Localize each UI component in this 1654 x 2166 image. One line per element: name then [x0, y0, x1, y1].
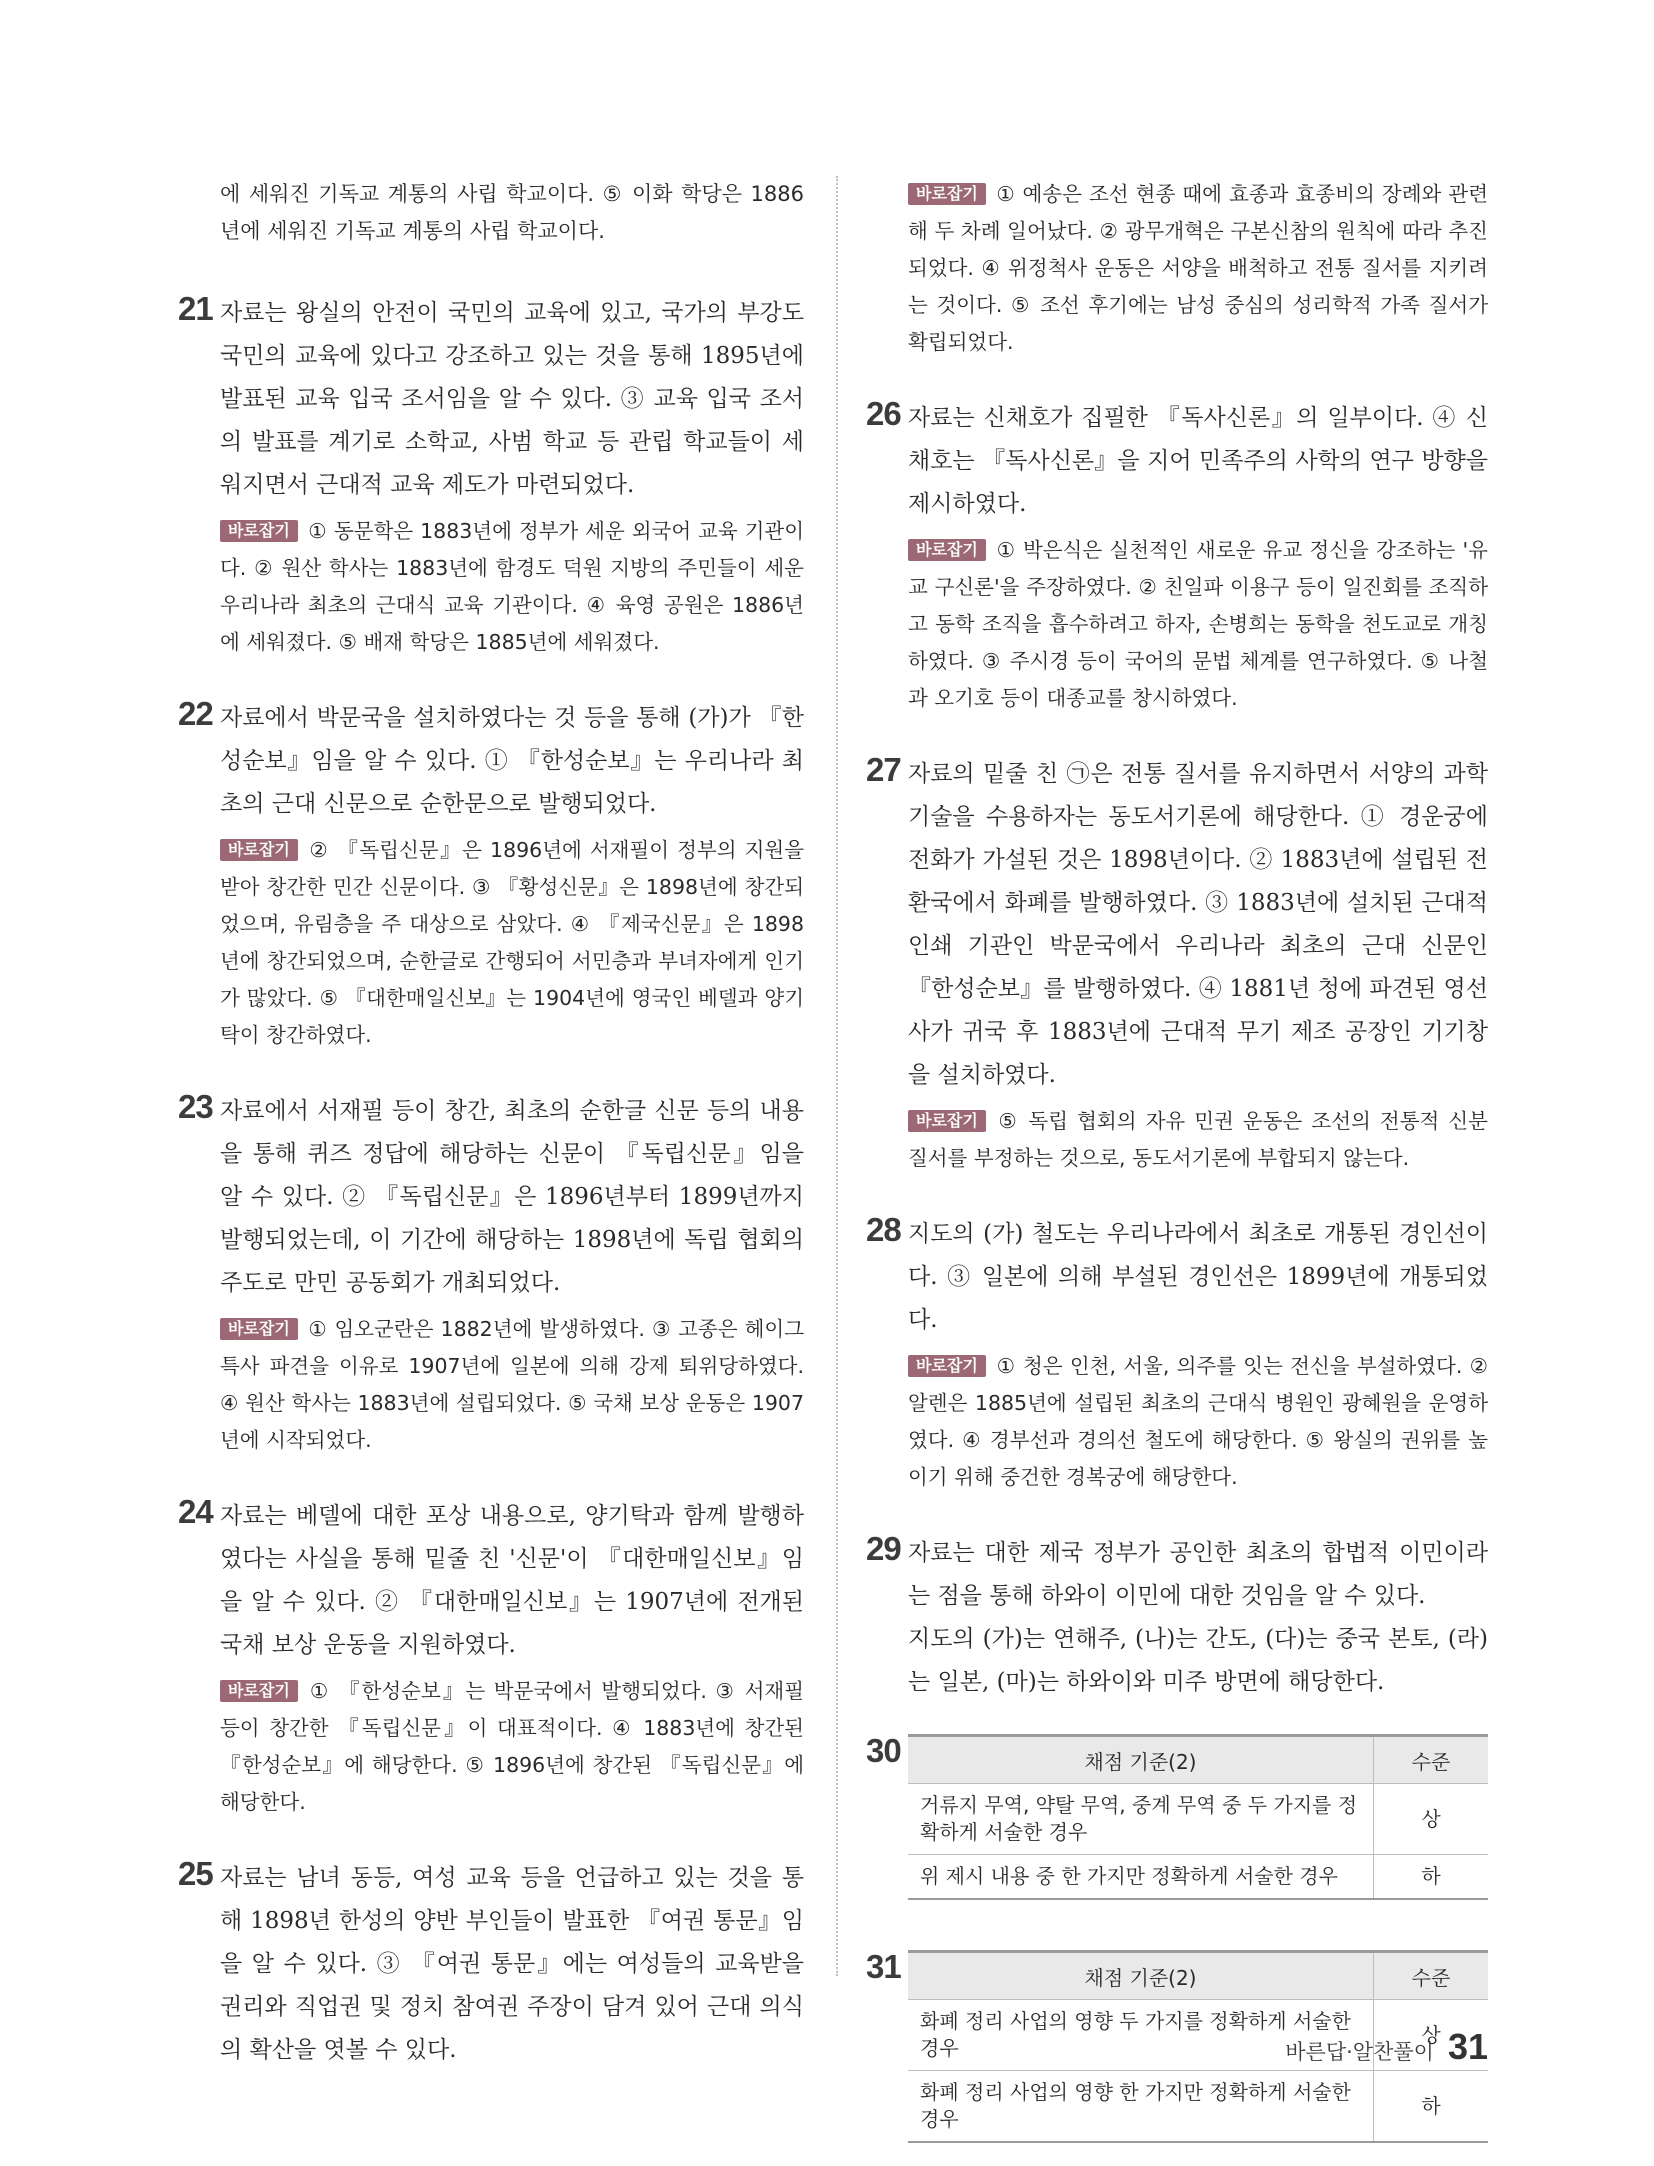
- question-22: [178, 695, 804, 1054]
- level-cell: 상: [1374, 1784, 1489, 1855]
- page-footer: [1285, 2026, 1488, 2068]
- level-cell: 하: [1374, 2071, 1489, 2143]
- question-number: 31: [866, 1948, 901, 1985]
- table-row: [908, 1855, 1488, 1900]
- question-23: [178, 1088, 804, 1459]
- left-column: [178, 176, 804, 2072]
- question-number: 27: [866, 751, 901, 788]
- correction-text: ① 청은 인천, 서울, 의주를 잇는 전신을 부설하였다. ② 알렌은 1885년에 설립된 최초의 근대식 병원인 광혜원을 운영하였다. ④ 경부선과 경의선 철도에 해당한다. ⑤ 왕실의 권위를 높이기 위해 중건한 경복궁에 해당한다.: [908, 1354, 1488, 1489]
- correction-text: ① 동문학은 1883년에 정부가 세운 외국어 교육 기관이다. ② 원산 학사는 1883년에 함경도 덕원 지방의 주민들이 세운 우리나라 최초의 근대식 교육 기관이다. ④ 육영 공원은 1886년에 세워졌다. ⑤ 배재 학당은 1885년에 세워졌다.: [220, 519, 804, 654]
- correction: [220, 1311, 804, 1459]
- right-continuation: [908, 176, 1488, 361]
- right-column: [866, 176, 1488, 2143]
- correction-text: ① 박은식은 실천적인 새로운 유교 정신을 강조하는 '유교 구신론'을 주장하였다. ② 친일파 이용구 등이 일진회를 조직하고 동학 조직을 흡수하려고 하자, 손병희는 동학을 천도교로 개칭하였다. ③ 주시경 등이 국어의 문법 체계를 연구하였다. ⑤ 나철과 오기호 등이 대종교를 창시하였다.: [908, 538, 1488, 710]
- table-row: [908, 2071, 1488, 2143]
- question-25: [178, 1855, 804, 2072]
- correction-text: ① 예송은 조선 현종 때에 효종과 효종비의 장례와 관련해 두 차례 일어났다. ② 광무개혁은 구본신참의 원칙에 따라 추진되었다. ④ 위정척사 운동은 서양을 배척하고 전통 질서를 지키려는 것이다. ⑤ 조선 후기에는 남성 중심의 성리학적 가족 질서가 확립되었다.: [908, 182, 1488, 354]
- correction-tag: 바로잡기: [220, 520, 298, 542]
- answer-text: 지도의 (가) 철도는 우리나라에서 최초로 개통된 경인선이다. ③ 일본에 의해 부설된 경인선은 1899년에 개통되었다.: [908, 1221, 1488, 1333]
- correction-text: ① 『한성순보』는 박문국에서 발행되었다. ③ 서재필 등이 창간한 『독립신문』이 대표적이다. ④ 1883년에 창간된 『한성순보』에 해당한다. ⑤ 1896년에 창간된 『독립신문』에 해당한다.: [220, 1679, 804, 1814]
- answer-text: 자료에서 박문국을 설치하였다는 것 등을 통해 (가)가 『한성순보』임을 알 수 있다. ① 『한성순보』는 우리나라 최초의 근대 신문으로 순한문으로 발행되었다.: [220, 705, 804, 817]
- criteria-cell: 거류지 무역, 약탈 무역, 중계 무역 중 두 가지를 정확하게 서술한 경우: [908, 1784, 1374, 1855]
- correction-tag: 바로잡기: [908, 183, 986, 205]
- answer-text: 자료는 남녀 동등, 여성 교육 등을 언급하고 있는 것을 통해 1898년 한성의 양반 부인들이 발표한 『여권 통문』임을 알 수 있다. ③ 『여권 통문』에는 여성들의 교육받을 권리와 직업권 및 정치 참여권 주장이 담겨 있어 근대 의식의 확산을 엿볼 수 있다.: [220, 1865, 804, 2063]
- question-number: 29: [866, 1530, 901, 1567]
- criteria-header: 채점 기준(2): [908, 1736, 1374, 1784]
- question-number: 23: [178, 1088, 213, 1125]
- scoring-table: [908, 1734, 1488, 1900]
- question-number: 21: [178, 290, 213, 327]
- answer-text: 자료는 베델에 대한 포상 내용으로, 양기탁과 함께 발행하였다는 사실을 통해 밑줄 친 '신문'이 『대한매일신보』임을 알 수 있다. ② 『대한매일신보』는 1907년에 전개된 국채 보상 운동을 지원하였다.: [220, 1503, 804, 1658]
- correction-tag: 바로잡기: [908, 539, 986, 561]
- correction: [908, 1103, 1488, 1177]
- level-cell: 상: [1374, 2000, 1489, 2071]
- level-header: 수준: [1374, 1952, 1489, 2000]
- correction-text: ① 임오군란은 1882년에 발생하였다. ③ 고종은 헤이그 특사 파견을 이유로 1907년에 일본에 의해 강제 퇴위당하였다. ④ 원산 학사는 1883년에 설립되었다. ⑤ 국채 보상 운동은 1907년에 시작되었다.: [220, 1317, 804, 1452]
- question-number: 22: [178, 695, 213, 732]
- question-24: [178, 1493, 804, 1821]
- criteria-cell: 위 제시 내용 중 한 가지만 정확하게 서술한 경우: [908, 1855, 1374, 1900]
- correction: [220, 513, 804, 661]
- question-number: 24: [178, 1493, 213, 1530]
- page-number: 31: [1447, 2026, 1488, 2067]
- answer-text: 자료는 대한 제국 정부가 공인한 최초의 합법적 이민이라는 점을 통해 하와이 이민에 대한 것임을 알 수 있다.: [908, 1540, 1488, 1609]
- criteria-cell: 화폐 정리 사업의 영향 한 가지만 정확하게 서술한 경우: [908, 2071, 1374, 2143]
- question-number: 25: [178, 1855, 213, 1892]
- correction-tag: 바로잡기: [220, 1318, 298, 1340]
- answer-text: 자료에서 서재필 등이 창간, 최초의 순한글 신문 등의 내용을 통해 퀴즈 정답에 해당하는 신문이 『독립신문』임을 알 수 있다. ② 『독립신문』은 1896년부터 1899년까지 발행되었는데, 이 기간에 해당하는 1898년에 독립 협회의 주도로 만민 공동회가 개최되었다.: [220, 1098, 804, 1296]
- correction-tag: 바로잡기: [220, 1680, 298, 1702]
- question-21: [178, 290, 804, 661]
- criteria-cell: 화폐 정리 사업의 영향 두 가지를 정확하게 서술한 경우: [908, 2000, 1374, 2071]
- answer-text: 자료의 밑줄 친 ㉠은 전통 질서를 유지하면서 서양의 과학 기술을 수용하자는 동도서기론에 해당한다. ① 경운궁에 전화가 가설된 것은 1898년이다. ② 1883년에 설립된 전환국에서 화폐를 발행하였다. ③ 1883년에 설치된 근대적 인쇄 기관인 박문국에서 우리나라 최초의 근대 신문인 『한성순보』를 발행하였다. ④ 1881년 청에 파견된 영선사가 귀국 후 1883년에 근대적 무기 제조 공장인 기기창을 설치하였다.: [908, 761, 1488, 1088]
- correction: [908, 532, 1488, 717]
- answer-text: 자료는 왕실의 안전이 국민의 교육에 있고, 국가의 부강도 국민의 교육에 있다고 강조하고 있는 것을 통해 1895년에 발표된 교육 입국 조서임을 알 수 있다. ③ 교육 입국 조서의 발표를 계기로 소학교, 사범 학교 등 관립 학교들이 세워지면서 근대적 교육 제도가 마련되었다.: [220, 300, 804, 498]
- left-continuation: 에 세워진 기독교 계통의 사립 학교이다. ⑤ 이화 학당은 1886년에 세워진 기독교 계통의 사립 학교이다.: [220, 182, 804, 243]
- question-number: 28: [866, 1211, 901, 1248]
- correction-text: ② 『독립신문』은 1896년에 서재필이 정부의 지원을 받아 창간한 민간 신문이다. ③ 『황성신문』은 1898년에 창간되었으며, 유림층을 주 대상으로 삼았다. ④ 『제국신문』은 1898년에 창간되었으며, 순한글로 간행되어 서민층과 부녀자에게 인기가 많았다. ⑤ 『대한매일신보』는 1904년에 영국인 베델과 양기탁이 창간하였다.: [220, 838, 804, 1047]
- question-number: 30: [866, 1732, 901, 1769]
- level-cell: 하: [1374, 1855, 1489, 1900]
- column-divider: [836, 176, 838, 1976]
- correction-tag: 바로잡기: [908, 1110, 986, 1132]
- correction-tag: 바로잡기: [908, 1355, 986, 1377]
- question-27: [866, 751, 1488, 1177]
- correction: [908, 1348, 1488, 1496]
- correction: [220, 832, 804, 1054]
- question-number: 26: [866, 395, 901, 432]
- question-26: [866, 395, 1488, 717]
- answer-text: 자료는 신채호가 집필한 『독사신론』의 일부이다. ④ 신채호는 『독사신론』을 지어 민족주의 사학의 연구 방향을 제시하였다.: [908, 405, 1488, 517]
- correction: [220, 1673, 804, 1821]
- level-header: 수준: [1374, 1736, 1489, 1784]
- answer-text-2: 지도의 (가)는 연해주, (나)는 간도, (다)는 중국 본토, (라)는 일본, (마)는 하와이와 미주 방면에 해당한다.: [908, 1626, 1488, 1695]
- criteria-header: 채점 기준(2): [908, 1952, 1374, 2000]
- table-row: [908, 1784, 1488, 1855]
- correction-tag: 바로잡기: [220, 839, 298, 861]
- question-28: [866, 1211, 1488, 1496]
- correction-text: ⑤ 독립 협회의 자유 민권 운동은 조선의 전통적 신분 질서를 부정하는 것으로, 동도서기론에 부합되지 않는다.: [908, 1109, 1488, 1170]
- question-30: [866, 1732, 1488, 1900]
- footer-title: 바른답·알찬풀이: [1285, 2040, 1434, 2064]
- question-29: [866, 1530, 1488, 1704]
